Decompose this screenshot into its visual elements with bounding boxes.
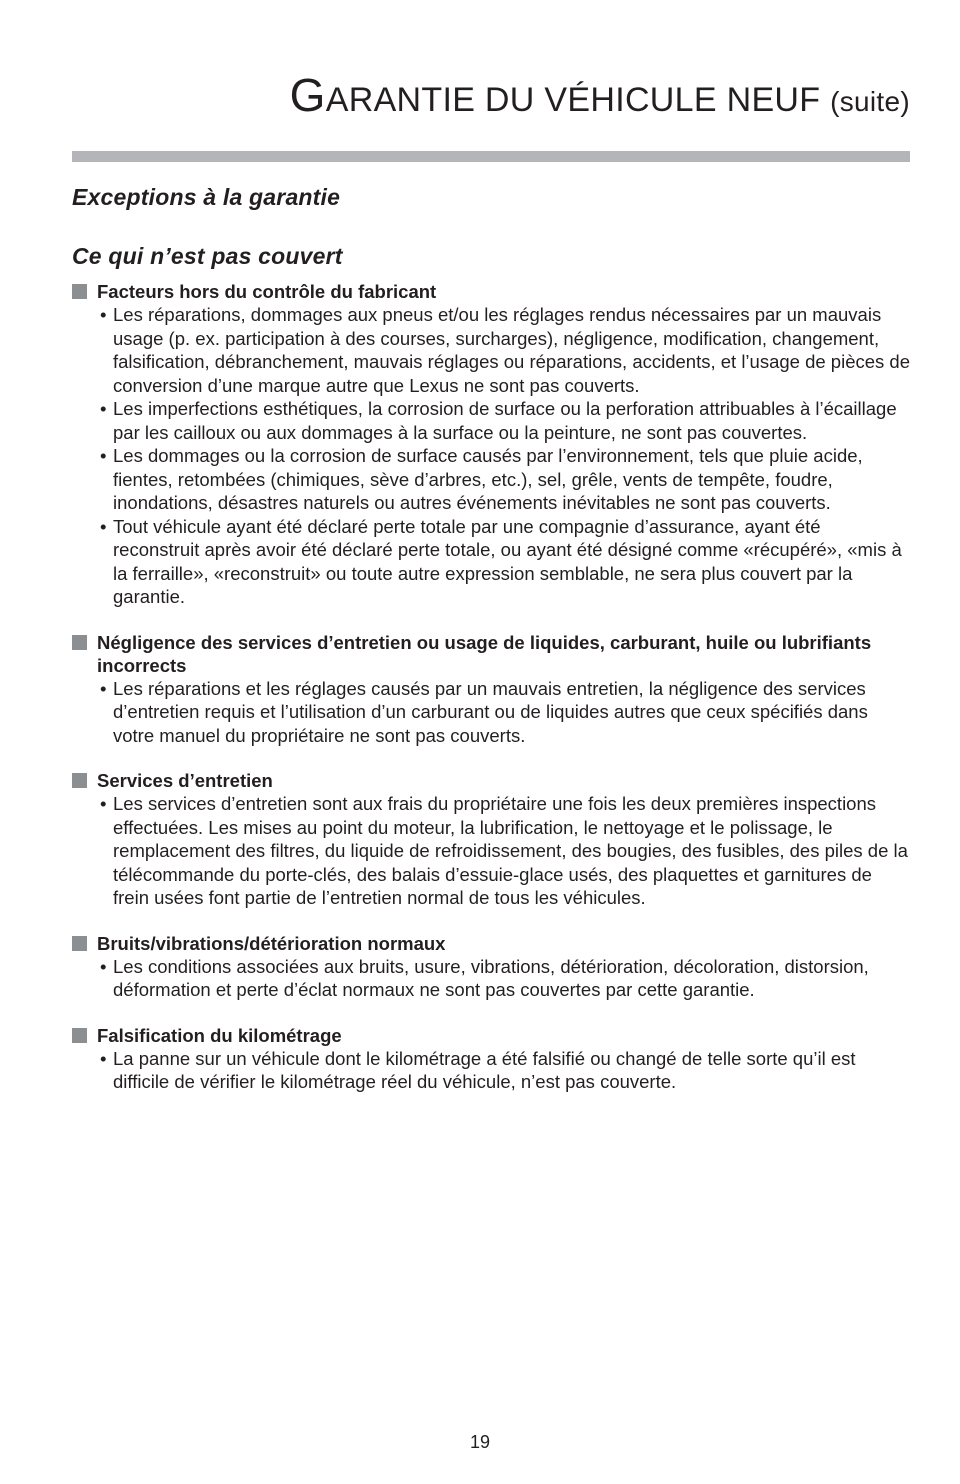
bullet-item: • Les réparations, dommages aux pneus et/ou les réglages rendus nécessaires par un mauvais usage (p. ex. participation à des courses, surcharges), négligence, modification, changement, falsification, débranchement, mauvais réglages ou réparations, accidents, et l’usage de pièces de conversion d’une marque autre que Lexus ne sont pas couverts. [72,303,912,397]
header-title-initial: G [289,69,326,121]
bullet-item: • Les conditions associées aux bruits, usure, vibrations, détérioration, décoloration, distorsion, déformation et perte d’éclat normaux ne sont pas couvertes par cette garantie. [72,955,912,1002]
section-title: Négligence des services d’entretien ou usage de liquides, carburant, huile ou lubrifiants incorrects [97,631,872,676]
section-heading [72,631,912,677]
bullet-list [72,677,912,748]
section-normal-wear [72,932,912,1002]
page-header-title [290,68,910,122]
bullet-list [72,1047,912,1094]
square-bullet-icon [72,1028,87,1043]
section-heading [72,932,912,955]
square-bullet-icon [72,635,87,650]
section-title: Falsification du kilométrage [97,1024,342,1046]
page-number: 19 [469,1432,491,1452]
section-maintenance-neglect [72,631,912,748]
page-content [72,184,912,1116]
section-title: Facteurs hors du contrôle du fabricant [97,281,437,302]
bullet-list [72,303,912,609]
header-title-text: ARANTIE DU VÉHICULE NEUF [325,81,821,119]
bullet-list [72,792,912,910]
section-heading [72,1024,912,1047]
main-heading: Exceptions à la garantie [72,184,341,210]
square-bullet-icon [72,936,87,951]
bullet-item: • Les réparations et les réglages causés par un mauvais entretien, la négligence des services d’entretien requis et l’utilisation d’un carburant ou de liquides autres que ceux spécifiés dans votre manuel du propriétaire ne sont pas couverts. [72,677,912,748]
bullet-item: • Tout véhicule ayant été déclaré perte totale par une compagnie d’assurance, ayant été reconstruit après avoir été déclaré perte totale, ou ayant été désigné comme «récupéré», «mis à la ferraille», «reconstruit» ou toute autre expression semblable, ne sera plus couvert par la garantie. [72,515,912,609]
bullet-item: • Les services d’entretien sont aux frais du propriétaire une fois les deux premières inspections effectuées. Les mises au point du moteur, la lubrification, le nettoyage et le polissage, le remplacement des filtres, du liquide de refroidissement, des bougies, des fusibles, des piles de la télécommande du porte-clés, des balais d’essuie-glace usés, des plaquettes et garnitures de frein usées font partie de l’entretien normal de tous les véhicules. [72,792,912,910]
section-odometer-tampering [72,1024,912,1094]
square-bullet-icon [72,773,87,788]
section-title: Bruits/vibrations/détérioration normaux [97,932,446,954]
bullet-item: • Les imperfections esthétiques, la corrosion de surface ou la perforation attribuables à l’écaillage par les cailloux ou aux dommages à la surface ou la peinture, ne sont pas couvertes. [72,397,912,444]
sub-heading: Ce qui n’est pas couvert [72,243,343,269]
square-bullet-icon [72,284,87,299]
section-maintenance-services [72,769,912,910]
header-divider [72,151,910,162]
bullet-list [72,955,912,1002]
header-title-suffix: (suite) [830,86,910,117]
section-title: Services d’entretien [97,770,273,791]
bullet-item: • La panne sur un véhicule dont le kilométrage a été falsifié ou changé de telle sorte qu’il est difficile de vérifier le kilométrage réel du véhicule, n’est pas couverte. [72,1047,912,1094]
section-heading [72,769,912,792]
bullet-item: • Les dommages ou la corrosion de surface causés par l’environnement, tels que pluie acide, fientes, retombées (chimiques, sève d’arbres, etc.), sel, grêle, vents de tempête, foudre, inondations, désastres naturels ou autres événements inévitables ne sont pas couverts. [72,444,912,515]
section-heading [72,280,912,303]
section-manufacturer-factors [72,280,912,609]
